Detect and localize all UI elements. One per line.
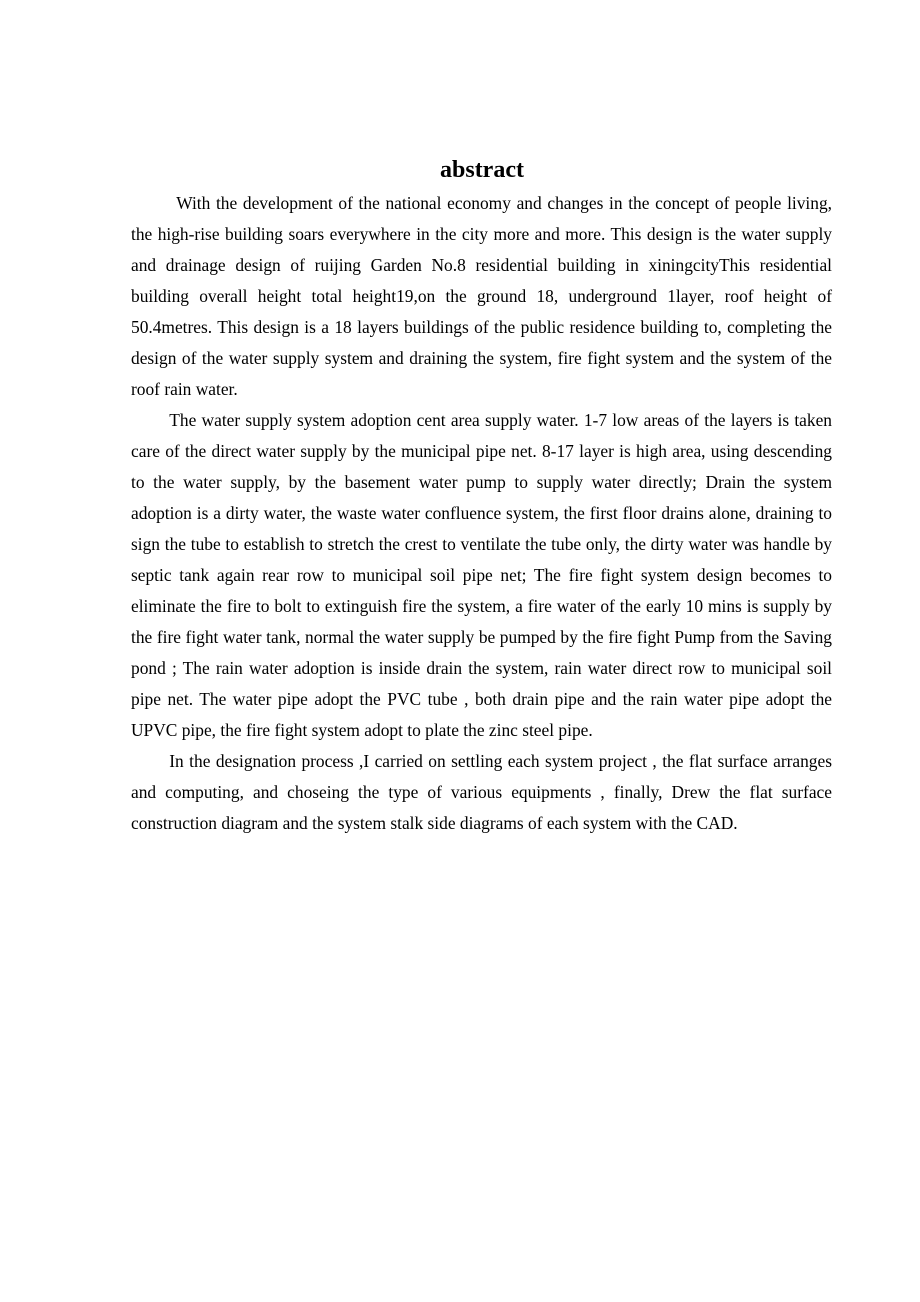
page-title: abstract: [440, 157, 524, 183]
abstract-paragraph-2: The water supply system adoption cent area supply water. 1-7 low areas of the layers is taken care of the direct water supply by the municipal pipe net. 8-17 layer is high area, using descending to the water supply, by the basement water pump to supply water directly; Drain the system adoption is a dirty water, the waste water confluence system, the first floor drains alone, draining to sign the tube to establish to stretch the crest to ventilate the tube only, the dirty water was handle by septic tank again rear row to municipal soil pipe net; The fire fight system design becomes to eliminate the fire to bolt to extinguish fire the system, a fire water of the early 10 mins is supply by the fire fight water tank, normal the water supply be pumped by the fire fight Pump from the Saving pond ; The rain water adoption is inside drain the system, rain water direct row to municipal soil pipe net. The water pipe adopt the PVC tube , both drain pipe and the rain water pipe adopt the UPVC pipe, the fire fight system adopt to plate the zinc steel pipe.: [131, 410, 832, 740]
abstract-paragraph-3: In the designation process ,I carried on settling each system project , the flat surface arranges and computing, and choseing the type of various equipments , finally, Drew the flat surface construction diagram and the system stalk side diagrams of each system with the CAD.: [131, 751, 832, 833]
abstract-paragraph-1: With the development of the national economy and changes in the concept of people living, the high-rise building soars everywhere in the city more and more. This design is the water supply and drainage design of ruijing Garden No.8 residential building in xiningcityThis residential building overall height total height19,on the ground 18, underground 1layer, roof height of 50.4metres. This design is a 18 layers buildings of the public residence building to, completing the design of the water supply system and draining the system, fire fight system and the system of the roof rain water.: [131, 193, 832, 399]
abstract-body: [131, 188, 832, 839]
